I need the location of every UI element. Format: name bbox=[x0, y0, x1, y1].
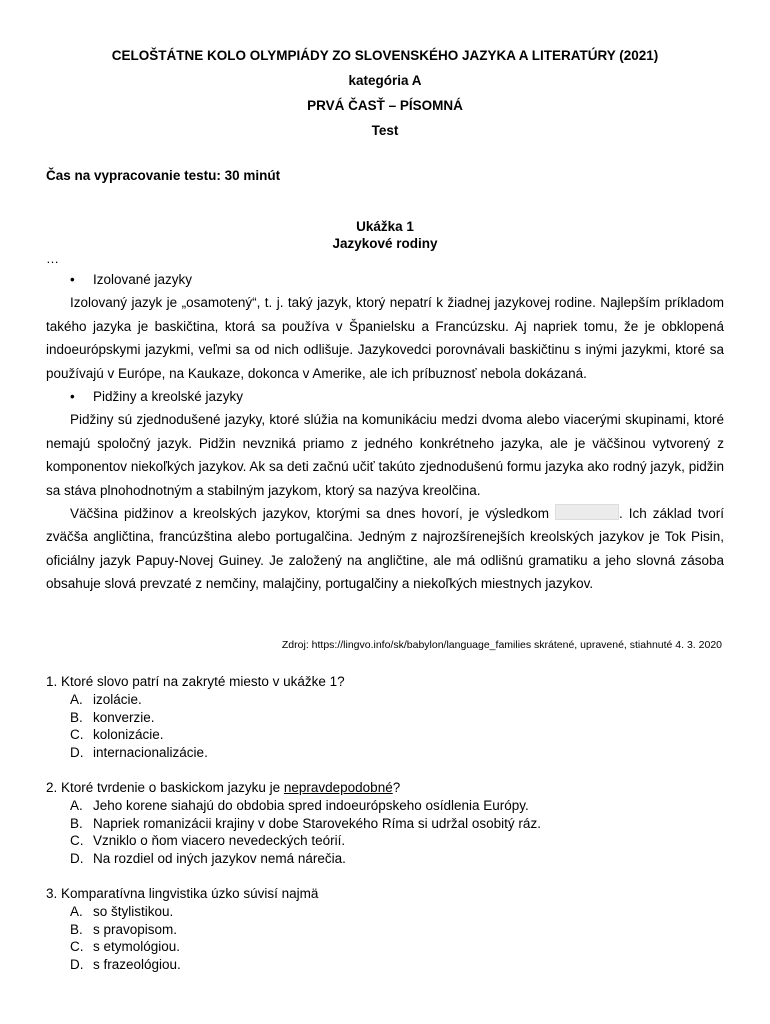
option-a: A. so štylistikou. bbox=[70, 903, 174, 919]
option-d: D. internacionalizácie. bbox=[70, 745, 208, 761]
sample-number: Ukážka 1 bbox=[356, 219, 414, 234]
part-label: PRVÁ ČASŤ – PÍSOMNÁ bbox=[307, 98, 463, 113]
bullet-isolated-languages bbox=[46, 268, 724, 291]
option-a: A. Jeho korene siahajú do obdobia spred indoeurópskeho osídlenia Európy. bbox=[70, 797, 529, 813]
option-c: C. kolonizácie. bbox=[70, 727, 164, 743]
paragraph-pidgins: Pidžiny sú zjednodušené jazyky, ktoré slúžia na komunikáciu medzi dvoma alebo viacerými skupinami, ktoré nemajú spoločný jazyk. Pidžin nevzniká priamo z jedného konkrétneho jazyka, ale je väčšinou vytvorený z komponentov niekoľkých jazykov. Ak sa deti začnú učiť takúto zjednodušenú formu jazyka ako rodný jazyk, pidžin sa stáva plnohodnotným a stabilným jazykom, ktorý sa nazýva kreolčina. bbox=[46, 412, 724, 498]
bullet-pidgins bbox=[46, 385, 724, 408]
question-text: 2. Ktoré tvrdenie o baskickom jazyku je nepravdepodobné? bbox=[46, 780, 401, 795]
option-b: B. konverzie. bbox=[70, 709, 155, 725]
bullet-label: Pidžiny a kreolské jazyky bbox=[93, 389, 244, 405]
masked-word-box bbox=[555, 504, 619, 520]
bullet-label: Izolované jazyky bbox=[93, 272, 193, 287]
paragraph-text: . Ich základ tvorí zväčša angličtina, francúzština alebo portugalčina. Jedným z najrozšírenejších kreolských jazykov je Tok Pisin, oficiálny jazyk Papuy-Novej Guiney. Je založený na angličtine, ale má odlišnú gramatiku a jeho slovná zásoba obsahuje slová prevzaté z nemčiny, malajčiny, portugalčiny a niekoľkých miestnych jazykov. bbox=[46, 506, 724, 592]
source-citation: Zdroj: https://lingvo.info/sk/babylon/language_families skrátené, upravené, stiahnuté 4. 3. 2020 bbox=[281, 639, 722, 651]
option-b: B. Napriek romanizácii krajiny v dobe Starovekého Ríma si udržal osobitý ráz. bbox=[70, 815, 541, 831]
sample-text bbox=[46, 268, 724, 596]
paragraph-isolated: Izolovaný jazyk je „osamotený“, t. j. taký jazyk, ktorý nepatrí k žiadnej jazykovej rodine. Najlepším príkladom takého jazyka je baskičtina, ktorá sa používa v Španielsku a Francúzsku. Aj napriek tomu, že je obklopená indoeurópskymi jazykmi, veľmi sa od nich odlišuje. Jazykovedci porovnávali baskičtinu s inými jazykmi, ktoré sa používajú v Európe, na Kaukaze, dokonca v Amerike, ale ich príbuznosť nebola dokázaná. bbox=[46, 295, 724, 381]
document-header bbox=[0, 43, 770, 143]
underlined-word: nepravdepodobné bbox=[283, 780, 393, 795]
question-1 bbox=[46, 673, 345, 762]
bullet-dot-icon: • bbox=[70, 389, 75, 405]
option-d: D. Na rozdiel od iných jazykov nemá nárečia. bbox=[70, 851, 346, 867]
question-2 bbox=[46, 779, 541, 868]
bullet-dot-icon: • bbox=[70, 272, 75, 287]
time-limit: Čas na vypracovanie testu: 30 minút bbox=[46, 168, 281, 183]
sample-title: Jazykové rodiny bbox=[332, 236, 438, 251]
option-c: C. s etymológiou. bbox=[70, 939, 181, 955]
question-3 bbox=[46, 885, 318, 974]
ellipsis: … bbox=[46, 251, 59, 266]
test-label: Test bbox=[371, 123, 399, 138]
olympiad-title: CELOŠTÁTNE KOLO OLYMPIÁDY ZO SLOVENSKÉHO JAZYKA A LITERATÚRY (2021) bbox=[111, 48, 659, 63]
question-text: 3. Komparatívna lingvistika úzko súvisí najmä bbox=[46, 886, 319, 901]
question-text: 1. Ktoré slovo patrí na zakryté miesto v ukážke 1? bbox=[46, 674, 345, 689]
category-label: kategória A bbox=[348, 73, 422, 88]
option-c: C. Vzniklo o ňom viacero nevedeckých teórií. bbox=[70, 833, 346, 849]
option-a: A. izolácie. bbox=[70, 691, 142, 707]
paragraph-text: Väčšina pidžinov a kreolských jazykov, ktorými sa dnes hovorí, je výsledkom bbox=[70, 506, 550, 522]
paragraph-creoles bbox=[46, 502, 724, 596]
sample-heading bbox=[0, 218, 770, 252]
option-b: B. s pravopisom. bbox=[70, 921, 178, 937]
option-d: D. s frazeológiou. bbox=[70, 957, 181, 973]
